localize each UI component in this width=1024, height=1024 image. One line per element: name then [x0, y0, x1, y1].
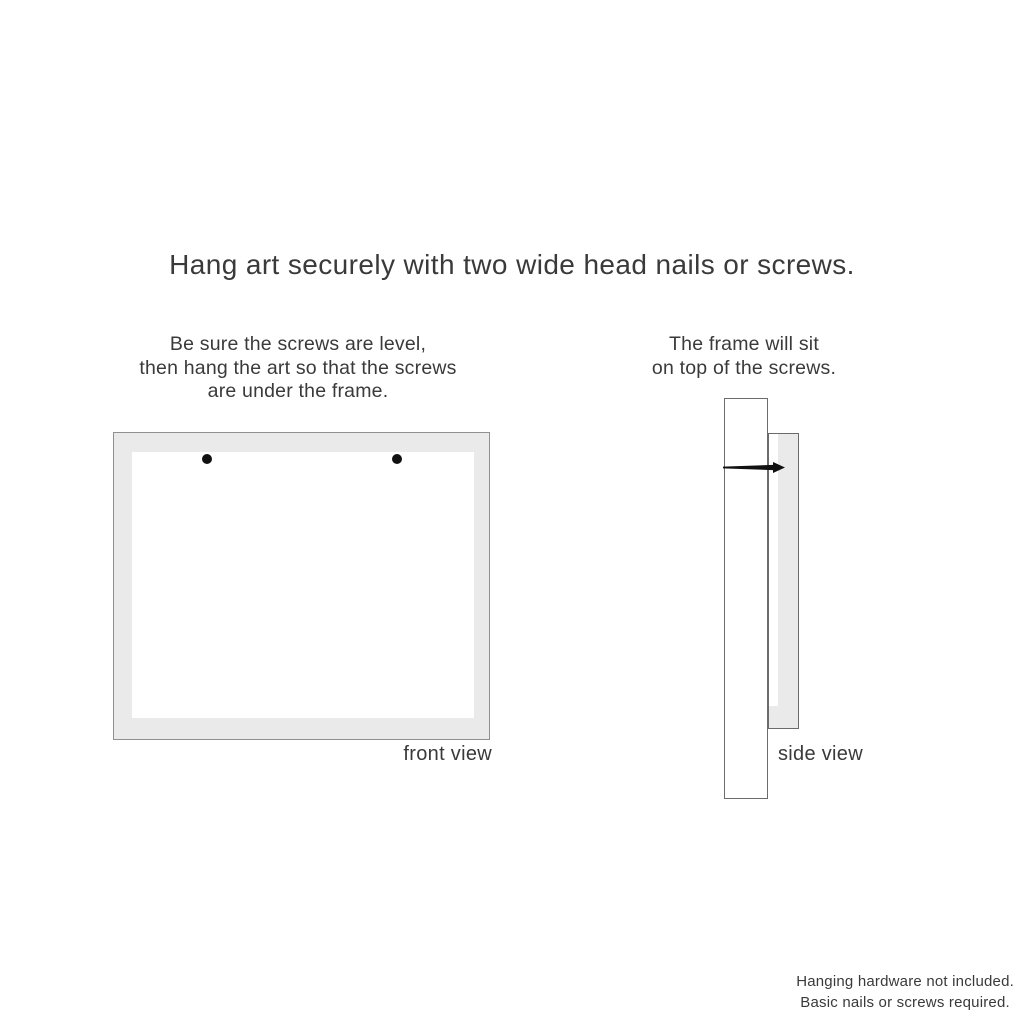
hardware-disclaimer	[796, 972, 1014, 1013]
screw-dot-right	[392, 454, 402, 464]
side-view-label: side view	[778, 743, 863, 765]
instruction-line: then hang the art so that the screws	[139, 356, 457, 379]
front-view-label: front view	[403, 743, 492, 765]
front-view-frame-opening	[132, 452, 474, 718]
nail-icon	[720, 456, 790, 478]
screw-dot-left	[202, 454, 212, 464]
instruction-line: are under the frame.	[207, 380, 389, 402]
disclaimer-line: Basic nails or screws required.	[800, 993, 1010, 1011]
instruction-line: on top of the screws.	[651, 356, 837, 379]
instruction-line: The frame will sit	[669, 333, 819, 355]
side-view-instructions	[652, 333, 836, 380]
instruction-line: Be sure the screws are level,	[169, 333, 427, 355]
front-view-frame	[113, 432, 490, 740]
front-view-instructions	[139, 333, 456, 404]
page-title: Hang art securely with two wide head nails or screws.	[169, 249, 855, 280]
disclaimer-line: Hanging hardware not included.	[796, 973, 1014, 990]
